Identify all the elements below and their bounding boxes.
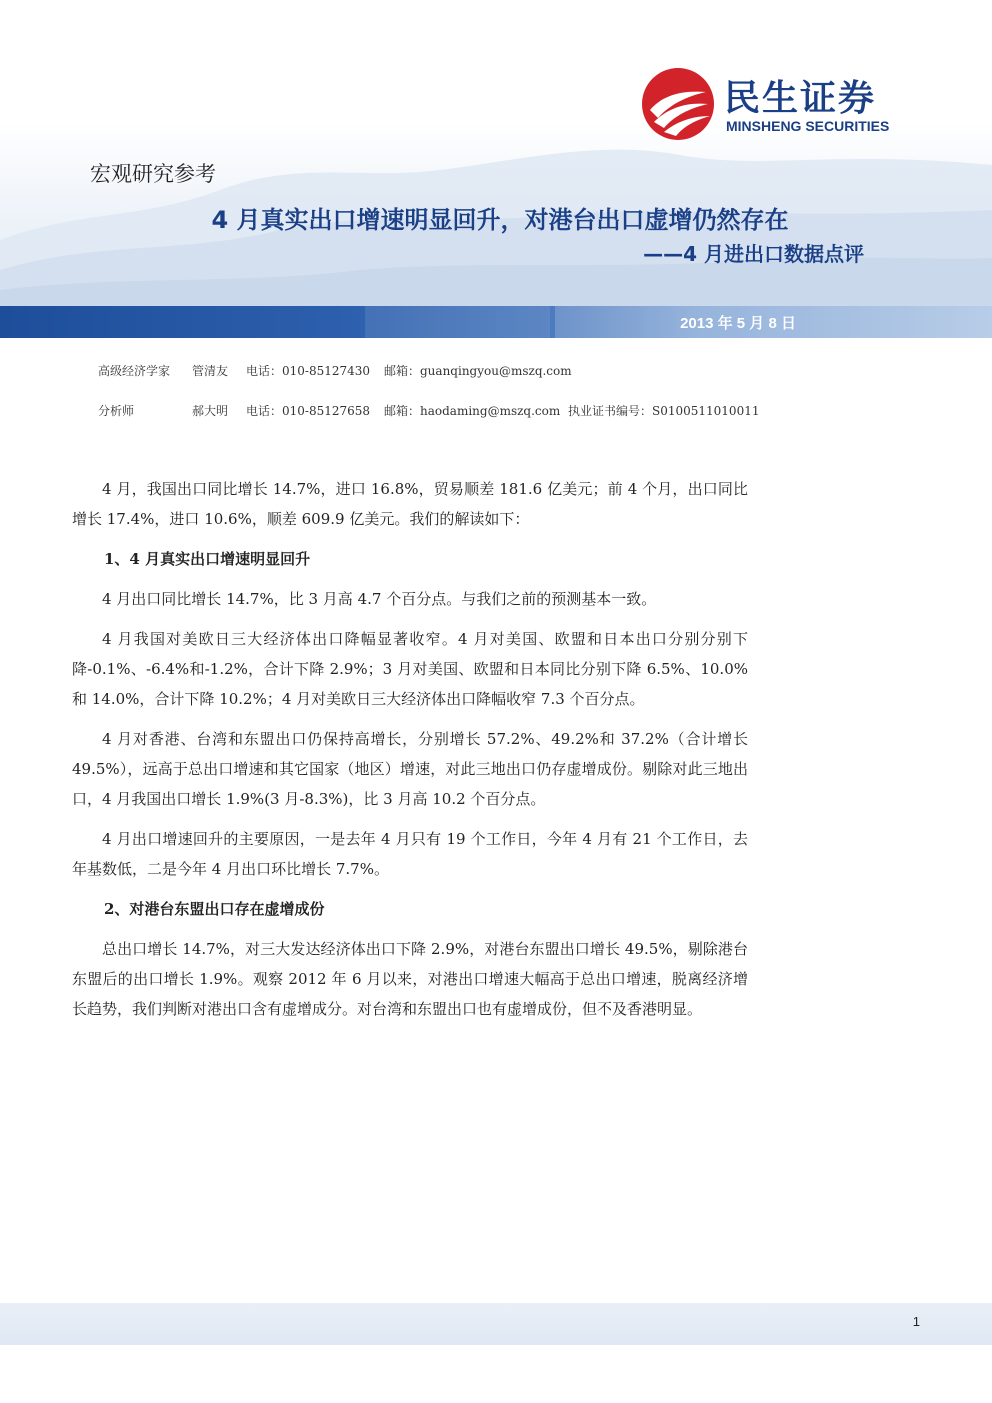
contact-cert: 执业证书编号：S0100511010011 xyxy=(568,404,760,418)
report-subtitle: ——4 月进出口数据点评 xyxy=(643,242,864,266)
contact-email[interactable]: 邮箱：guanqingyou@mszq.com xyxy=(384,364,572,378)
paragraph: 总出口增长 14.7%，对三大发达经济体出口下降 2.9%，对港台东盟出口增长 49.5%，剔除港台东盟后的出口增长 1.9%。观察 2012 年 6 月以来，对港出口增速大幅高于总出口增速，脱离经济增长趋势，我们判断对港出口含有虚增成分。对台湾和东盟出口也有虚增成份，但不及香港明显。 xyxy=(72,940,748,1018)
date-bar xyxy=(0,306,992,338)
report-title-text: 4 月真实出口增速明显回升，对港台出口虚增仍然存在 xyxy=(211,206,789,234)
paragraph: 4 月对香港、台湾和东盟出口仍保持高增长，分别增长 57.2%、49.2%和 37.2%（合计增长 49.5%），远高于总出口增速和其它国家（地区）增速，对此三地出口仍存虚增成份。剔除对此三地出口，4 月我国出口增长 1.9%(3 月-8.3%)，比 3 月高 10.2 个百分点。 xyxy=(72,730,748,808)
contact-role: 高级经济学家 xyxy=(98,364,171,378)
intro-paragraph: 4 月，我国出口同比增长 14.7%，进口 16.8%，贸易顺差 181.6 亿美元；前 4 个月，出口同比增长 17.4%，进口 10.6%，顺差 609.9 亿美元。我们的解读如下： xyxy=(72,480,748,528)
logo-english-name: MINSHENG SECURITIES xyxy=(726,118,890,134)
date-bar-segment xyxy=(365,306,550,338)
company-logo xyxy=(640,66,920,146)
report-date: 2013 年 5 月 8 日 xyxy=(680,315,796,332)
report-title xyxy=(0,200,992,235)
footer-band xyxy=(0,1303,992,1345)
logo-chinese-name: 民生证券 xyxy=(724,78,877,119)
contact-email[interactable]: 邮箱：haodaming@mszq.com xyxy=(384,404,561,418)
contact-phone: 电话：010-85127430 xyxy=(246,364,371,378)
contact-role: 分析师 xyxy=(98,404,135,418)
paragraph: 4 月出口同比增长 14.7%，比 3 月高 4.7 个百分点。与我们之前的预测基本一致。 xyxy=(102,590,657,608)
contact-name: 管清友 xyxy=(192,364,229,378)
contact-name: 郝大明 xyxy=(192,404,229,418)
contact-phone: 电话：010-85127658 xyxy=(246,404,371,418)
section-heading-2: 2、对港台东盟出口存在虚增成份 xyxy=(104,900,325,918)
paragraph: 4 月我国对美欧日三大经济体出口降幅显著收窄。4 月对美国、欧盟和日本出口分别分别下降-0.1%、-6.4%和-1.2%，合计下降 2.9%；3 月对美国、欧盟和日本同比分别下降 6.5%、10.0%和 14.0%，合计下降 10.2%；4 月对美欧日三大经济体出口降幅收窄 7.3 个百分点。 xyxy=(72,630,748,708)
report-body xyxy=(72,474,748,1034)
page-number: 1 xyxy=(912,1314,920,1329)
report-series: 宏观研究参考 xyxy=(90,162,216,186)
section-heading-1: 1、4 月真实出口增速明显回升 xyxy=(104,550,311,568)
paragraph: 4 月出口增速回升的主要原因，一是去年 4 月只有 19 个工作日，今年 4 月有 21 个工作日，去年基数低，二是今年 4 月出口环比增长 7.7%。 xyxy=(72,830,748,878)
minsheng-logo-icon xyxy=(640,66,716,142)
